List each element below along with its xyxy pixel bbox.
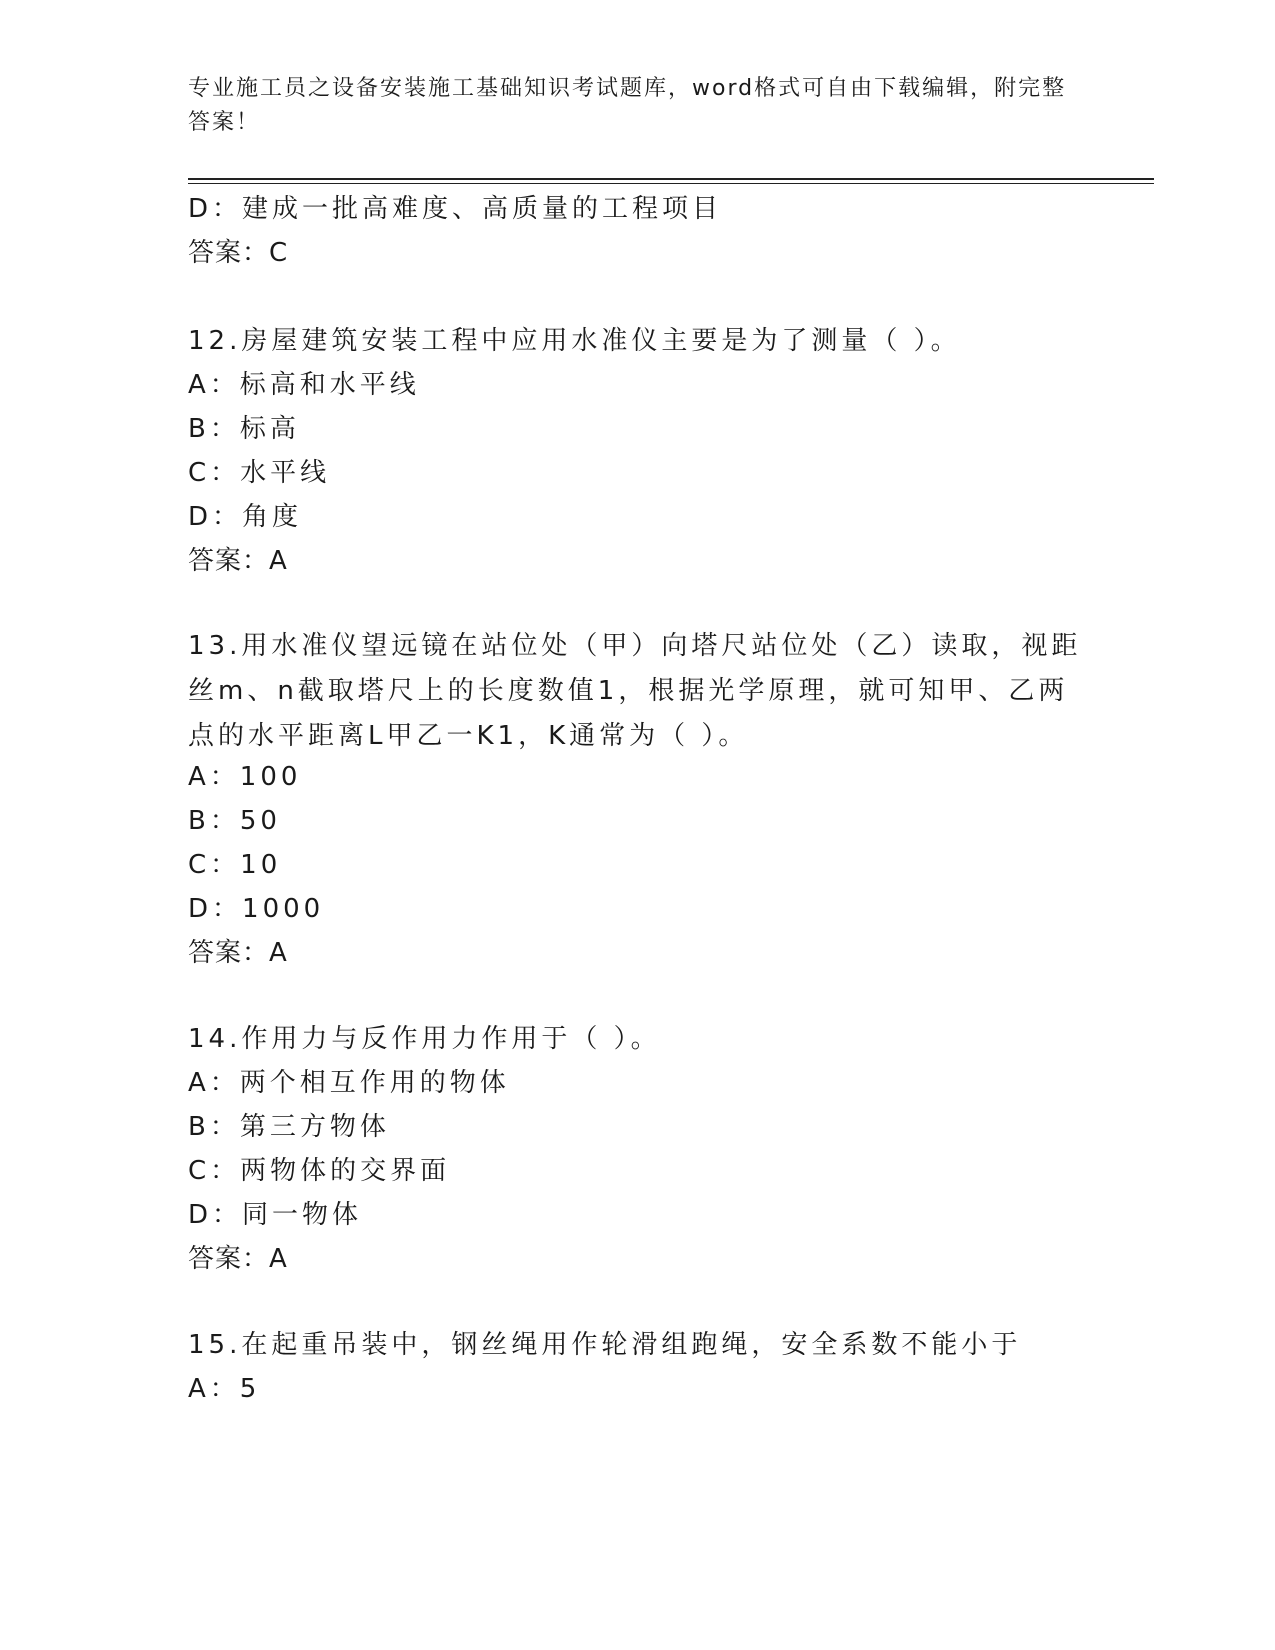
question-stem: 14.作用力与反作用力作用于（ ）。 [188, 1024, 661, 1054]
option-b: B：标高 [188, 414, 300, 444]
option-d: D：1000 [188, 894, 325, 924]
question-stem: 13.用水准仪望远镜在站位处（甲）向塔尺站位处（乙）读取，视距丝m、n截取塔尺上的长度数值1，根据光学原理，就可知甲、乙两点的水平距离L甲乙一K1，K通常为（ ）。 [188, 631, 1082, 751]
answer-label: 答案：A [188, 1244, 288, 1274]
option-c: C：两物体的交界面 [188, 1156, 451, 1186]
option-a: A：100 [188, 762, 302, 792]
question-stem: 15.在起重吊装中，钢丝绳用作轮滑组跑绳，安全系数不能小于 [188, 1330, 1022, 1360]
option-d: D：角度 [188, 502, 303, 532]
option-b: B：50 [188, 806, 281, 836]
option-a: A：标高和水平线 [188, 370, 420, 400]
answer-label: 答案：C [188, 238, 289, 268]
option-a: A：两个相互作用的物体 [188, 1068, 510, 1098]
header-rule-thick [188, 178, 1154, 180]
header-rule-thin [188, 183, 1154, 184]
answer-label: 答案：A [188, 546, 288, 576]
option-c: C：水平线 [188, 458, 331, 488]
document-header: 专业施工员之设备安装施工基础知识考试题库，word格式可自由下载编辑，附完整答案！ [188, 76, 1067, 135]
option-d: D：建成一批高难度、高质量的工程项目 [188, 194, 723, 224]
option-d: D：同一物体 [188, 1200, 363, 1230]
option-c: C：10 [188, 850, 282, 880]
option-b: B：第三方物体 [188, 1112, 390, 1142]
answer-label: 答案：A [188, 938, 288, 968]
question-stem: 12.房屋建筑安装工程中应用水准仪主要是为了测量（ ）。 [188, 326, 961, 356]
option-a: A：5 [188, 1374, 261, 1404]
